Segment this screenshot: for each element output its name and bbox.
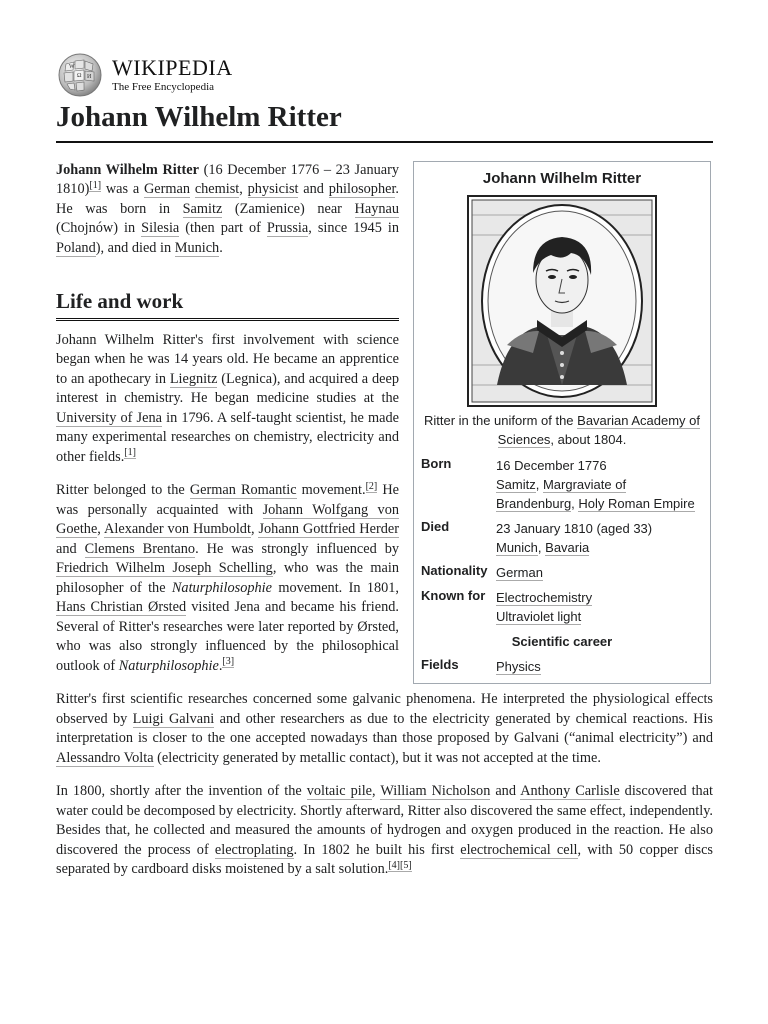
site-header (56, 52, 713, 98)
body-text: and other researchers as due to the electricity generated by chemical reactions. His interpretation is closer to the one accepted nowadays than those proposed by Galvani (“animal electricity”) and (56, 710, 713, 747)
body-text: discovered that water could be decomposed by electricity. Shortly afterward, Ritter also discovered the same effect, independently. Besides that, he collected and measured the amounts of hydrogen and oxygen produced in the reaction. He also discovered the process of (56, 783, 714, 858)
ref-1[interactable] (124, 447, 136, 459)
infobox-label-born: Born (421, 455, 452, 471)
body-text: movement. In 1801, (271, 579, 399, 596)
wikipedia-wordmark[interactable] (112, 57, 233, 93)
body-text: , (250, 521, 259, 538)
intro-text: , since 1945 in (308, 220, 400, 237)
svg-text:Ω: Ω (77, 73, 82, 79)
caption-text: , about 1804. (550, 431, 627, 447)
italic-naturphilosophie: Naturphilosophie (118, 657, 219, 674)
intro-text: (16 December 1776 – 23 January 1810) (56, 161, 399, 198)
caption-text: Ritter in the uniform of the (423, 412, 578, 428)
paragraph-galvanic (56, 690, 713, 768)
infobox-value-nationality (496, 560, 703, 585)
paragraph-electrolysis (56, 782, 713, 880)
link-ultraviolet-light[interactable]: Ultraviolet light (496, 608, 582, 624)
intro-text: . (219, 239, 223, 256)
link-margraviate-of-brandenburg[interactable]: Margraviate of Brandenburg (496, 476, 627, 511)
body-text: visited Jena and became his friend. Several of Ritter's researches were later reported by Ørsted, who was also strongly influenced by the philosophical outlook of (56, 599, 399, 674)
body-text: In 1800, shortly after the invention of the (56, 783, 307, 800)
infobox-text: , (537, 539, 546, 555)
link-samitz[interactable]: Samitz (496, 476, 536, 492)
infobox-value-fields (496, 654, 703, 679)
page-title: Johann Wilhelm Ritter (56, 102, 713, 143)
body-text: , (97, 521, 105, 538)
link-german[interactable]: German (496, 564, 543, 580)
body-text: Ritter belonged to the (56, 482, 190, 499)
body-text: in 1796. A self-taught scientist, he made many experimental researches on chemistry, electricity and other fields. (56, 409, 399, 465)
infobox-label-known-for: Known for (421, 587, 486, 603)
italic-naturphilosophie: Naturphilosophie (171, 579, 272, 596)
body-text: , (372, 783, 381, 800)
section-heading-life-and-work: Life and work (56, 292, 399, 321)
link-chemist[interactable]: chemist (194, 181, 240, 198)
ref-3-link[interactable]: [3] (222, 656, 235, 668)
body-text: , with 50 copper discs separated by cardboard disks moistened by a salt solution. (56, 841, 713, 878)
link-luigi-galvani[interactable]: Luigi Galvani (132, 710, 215, 727)
svg-text:И: И (87, 74, 92, 80)
link-herder[interactable]: Johann Gottfried Herder (258, 521, 399, 538)
body-text: . He was strongly influenced by (195, 540, 399, 557)
body-text: and (490, 783, 521, 800)
body-text: He was personally acquainted with (56, 482, 399, 518)
infobox-row-scientific-career (421, 629, 703, 654)
ref-5-link[interactable]: [5] (400, 859, 412, 871)
link-orsted[interactable]: Hans Christian Ørsted (56, 599, 187, 616)
body-text: Johann Wilhelm Ritter's first involvement with science began when he was 14 years old. He became an apprentice to an apothecary in (56, 331, 399, 387)
infobox-label-died: Died (421, 518, 450, 534)
link-voltaic-pile[interactable]: voltaic pile (306, 783, 373, 800)
ref-5[interactable] (400, 860, 412, 872)
infobox-text: , (571, 495, 579, 511)
tagline: The Free Encyclopedia (112, 81, 215, 93)
infobox-value-born (496, 453, 703, 516)
link-william-nicholson[interactable]: William Nicholson (380, 783, 491, 800)
link-electrochemical-cell[interactable]: electrochemical cell (460, 841, 578, 858)
body-text: movement. (296, 482, 366, 499)
intro-text: (Zamienice) near (222, 200, 355, 217)
link-anthony-carlisle[interactable]: Anthony Carlisle (520, 783, 620, 800)
link-german[interactable]: German (143, 181, 191, 198)
link-munich[interactable]: Munich (496, 539, 538, 555)
link-poland[interactable]: Poland (56, 239, 96, 256)
infobox-table (421, 453, 703, 679)
body-text: . (218, 657, 223, 674)
link-samitz[interactable]: Samitz (182, 200, 223, 217)
ref-4-link[interactable]: [4] (388, 859, 400, 871)
link-schelling[interactable]: Friedrich Wilhelm Joseph Schelling (56, 560, 273, 577)
link-holy-roman-empire[interactable]: Holy Roman Empire (578, 495, 695, 511)
infobox-label-nationality: Nationality (421, 562, 488, 578)
infobox-value-known-for (496, 585, 703, 629)
intro-text: ), and died in (95, 239, 175, 256)
died-date: 23 January 1810 (aged 33) (496, 520, 653, 536)
paragraph-early-life (56, 331, 399, 468)
portrait-caption (421, 411, 703, 449)
infobox-subheader-scientific-career: Scientific career (511, 633, 613, 649)
infobox-label-fields: Fields (421, 656, 459, 672)
link-brentano[interactable]: Clemens Brentano (84, 540, 196, 557)
infobox (413, 161, 711, 684)
left-column (56, 161, 399, 677)
body-text: Ritter's first scientific researches concerned some galvanic phenomena. He interpreted the physiological effects observed by (56, 691, 713, 727)
body-text: , who was the main philosopher of the (56, 560, 400, 596)
paragraph-romantic (56, 481, 399, 676)
article-content (56, 161, 713, 880)
link-physics[interactable]: Physics (496, 658, 541, 674)
ref-2[interactable] (366, 481, 378, 493)
link-goethe[interactable]: Johann Wolfgang von Goethe (56, 501, 399, 538)
body-text: (Legnica), and acquired a deep interest in chemistry. He began medicine studies at the (56, 370, 399, 407)
intro-text: (Chojnów) in (56, 220, 142, 237)
link-university-of-jena[interactable]: University of Jena (56, 409, 162, 426)
link-electrochemistry[interactable]: Electrochemistry (496, 589, 593, 605)
portrait-image[interactable] (467, 195, 657, 407)
infobox-row-nationality (421, 560, 703, 585)
infobox-value-died (496, 516, 703, 560)
ref-1-link[interactable]: [1] (124, 447, 136, 459)
link-prussia[interactable]: Prussia (266, 220, 309, 237)
body-text: (electricity generated by metallic contact), but it was not accepted at the time. (153, 749, 601, 766)
link-physicist[interactable]: physicist (247, 181, 299, 198)
ref-2-link[interactable]: [2] (365, 480, 378, 492)
link-philosopher[interactable]: philosopher (328, 181, 396, 198)
intro-text: , (239, 181, 248, 198)
svg-text:W: W (69, 64, 75, 70)
article-page (56, 52, 713, 894)
link-alessandro-volta[interactable]: Alessandro Volta (56, 749, 154, 766)
body-text: . In 1802 he built his first (293, 841, 461, 858)
born-date: 16 December 1776 (496, 457, 607, 473)
infobox-row-born (421, 453, 703, 516)
infobox-text: , (535, 476, 543, 492)
wordmark-text: WIKIPEDIA (112, 55, 233, 80)
intro-paragraph (56, 161, 399, 259)
intro-text: was a (101, 181, 144, 198)
infobox-row-fields (421, 654, 703, 679)
link-munich[interactable]: Munich (174, 239, 220, 256)
intro-text: (then part of (179, 220, 267, 237)
ref-1-link[interactable]: [1] (89, 179, 102, 191)
infobox-title: Johann Wilhelm Ritter (482, 169, 642, 187)
link-german-romantic[interactable]: German Romantic (189, 482, 297, 499)
link-electroplating[interactable]: electroplating (214, 841, 294, 858)
ref-3[interactable] (222, 656, 234, 668)
ref-1[interactable] (89, 180, 101, 192)
link-bavaria[interactable]: Bavaria (545, 539, 590, 555)
body-text: and (56, 540, 85, 557)
link-humboldt[interactable]: Alexander von Humboldt (104, 521, 251, 538)
link-liegnitz[interactable]: Liegnitz (169, 370, 218, 387)
ref-4[interactable] (388, 860, 400, 872)
intro-text: . He was born in (56, 181, 399, 217)
intro-text: and (298, 181, 329, 198)
intro-name: Johann Wilhelm Ritter (56, 161, 199, 178)
link-silesia[interactable]: Silesia (141, 220, 180, 237)
infobox-row-known-for (421, 585, 703, 629)
link-bavarian-academy[interactable]: Bavarian Academy of Sciences (497, 412, 701, 447)
infobox-row-died (421, 516, 703, 560)
wikipedia-globe-logo-icon[interactable] (56, 52, 104, 98)
link-haynau[interactable]: Haynau (354, 200, 399, 217)
